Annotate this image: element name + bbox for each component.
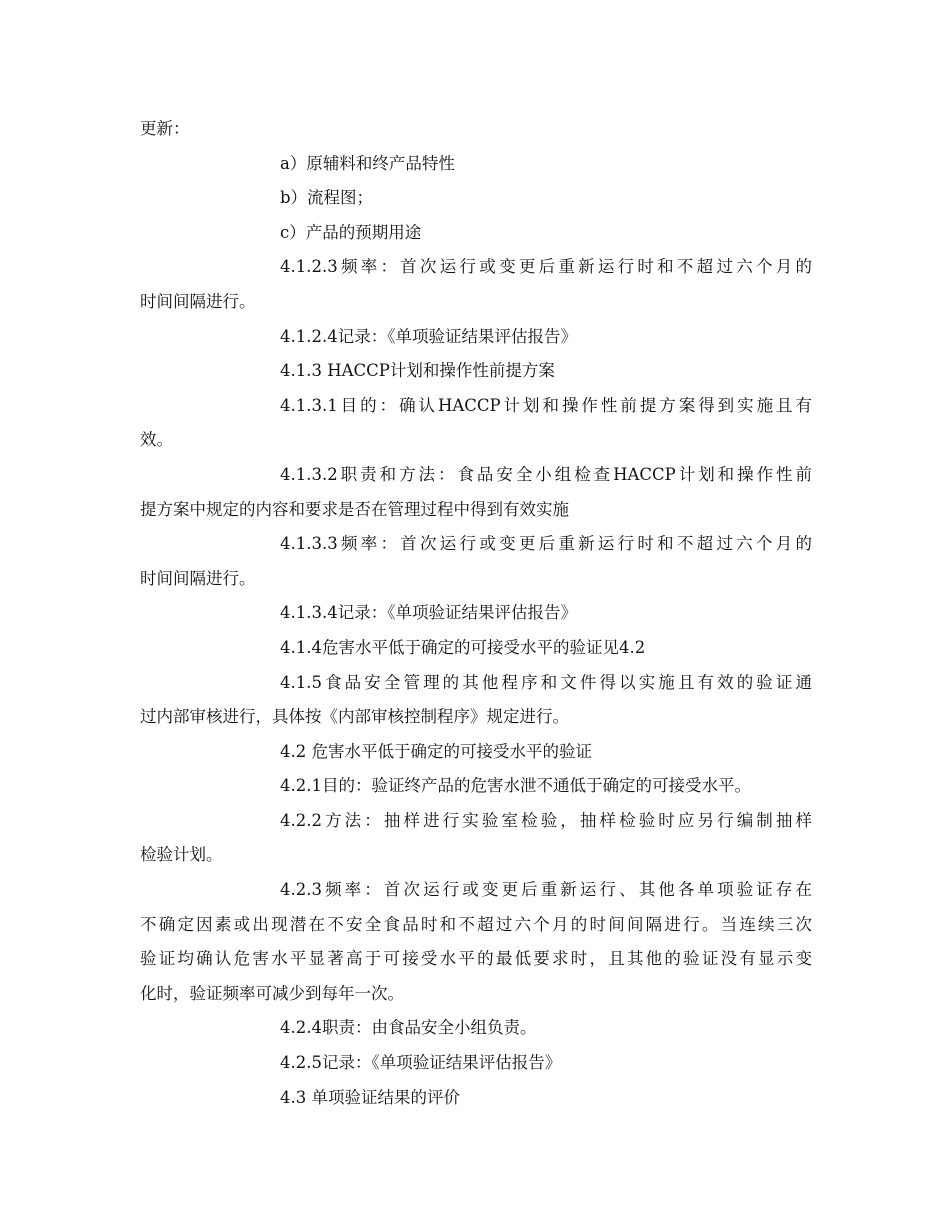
text-line: 提方案中规定的内容和要求是否在管理过程中得到有效实施 — [140, 499, 569, 519]
section-line: 4.2.5记录：《单项验证结果评估报告》 — [280, 1053, 562, 1073]
section-line: 4.2.2方法：抽样进行实验室检验，抽样检验时应另行编制抽样 — [280, 810, 812, 830]
section-line: 4.2.1目的：验证终产品的危害水泄不通低于确定的可接受水平。 — [280, 776, 751, 796]
text-line: 时间间隔进行。 — [140, 568, 256, 588]
document-body — [140, 112, 812, 1115]
section-heading: 4.3 单项验证结果的评价 — [280, 1087, 460, 1107]
list-item: a）原辅料和终产品特性 — [280, 153, 455, 173]
text-line: 不确定因素或出现潜在不安全食品时和不超过六个月的时间间隔进行。当连续三次 — [140, 914, 812, 934]
section-line: 4.1.3.2职责和方法：食品安全小组检查HACCP计划和操作性前 — [280, 464, 812, 484]
text-line: 过内部审核进行，具体按《内部审核控制程序》规定进行。 — [140, 707, 569, 727]
section-line: 4.1.4危害水平低于确定的可接受水平的验证见4.2 — [280, 637, 646, 657]
list-item: c）产品的预期用途 — [280, 222, 422, 242]
section-heading: 4.2 危害水平低于确定的可接受水平的验证 — [280, 741, 592, 761]
section-line: 4.1.3.4记录：《单项验证结果评估报告》 — [280, 603, 577, 623]
section-line: 4.2.4职责：由食品安全小组负责。 — [280, 1018, 537, 1038]
section-line: 4.1.2.4记录：《单项验证结果评估报告》 — [280, 326, 577, 346]
text-line: 时间间隔进行。 — [140, 291, 256, 311]
text-line: 化时，验证频率可减少到每年一次。 — [140, 983, 404, 1003]
section-line: 4.2.3频率：首次运行或变更后重新运行、其他各单项验证存在 — [280, 880, 812, 900]
text-line: 效。 — [140, 430, 173, 450]
section-heading: 4.1.3 HACCP计划和操作性前提方案 — [280, 361, 555, 381]
section-line: 4.1.3.3频率：首次运行或变更后重新运行时和不超过六个月的 — [280, 534, 812, 554]
text-line: 验证均确认危害水平显著高于可接受水平的最低要求时，且其他的验证没有显示变 — [140, 949, 812, 969]
section-line: 4.1.5食品安全管理的其他程序和文件得以实施且有效的验证通 — [280, 672, 812, 692]
text-line: 更新： — [140, 119, 190, 138]
list-item: b）流程图； — [280, 188, 374, 208]
text-line: 检验计划。 — [140, 845, 223, 865]
section-line: 4.1.2.3频率：首次运行或变更后重新运行时和不超过六个月的 — [280, 257, 812, 277]
section-line: 4.1.3.1目的：确认HACCP计划和操作性前提方案得到实施且有 — [280, 395, 812, 415]
